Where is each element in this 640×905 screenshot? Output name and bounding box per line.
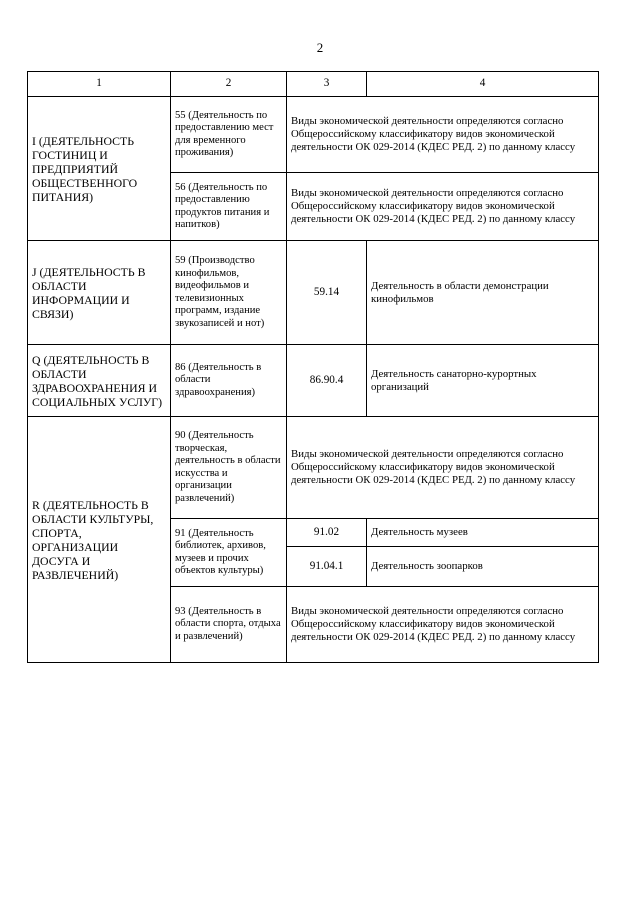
classifier-note: Виды экономической деятельности определяются согласно Общероссийскому классификатору видов экономической деятельности ОК 029-2014 (КДЕС РЕД. 2) по данному классу [287, 417, 599, 519]
activity-description: Деятельность музеев [367, 519, 599, 547]
classifier-table [27, 71, 599, 663]
activity-description: Деятельность зоопарков [367, 547, 599, 587]
activity-code: 86.90.4 [287, 345, 367, 417]
column-header: 2 [171, 72, 287, 97]
table-row [28, 97, 599, 173]
table-row [28, 241, 599, 345]
section-title: I (ДЕЯТЕЛЬНОСТЬ ГОСТИНИЦ И ПРЕДПРИЯТИЙ ОБЩЕСТВЕННОГО ПИТАНИЯ) [28, 97, 171, 241]
column-header: 1 [28, 72, 171, 97]
column-header: 3 [287, 72, 367, 97]
activity-code: 59.14 [287, 241, 367, 345]
activity-description: Деятельность санаторно-курортных организаций [367, 345, 599, 417]
classifier-note: Виды экономической деятельности определяются согласно Общероссийскому классификатору видов экономической деятельности ОК 029-2014 (КДЕС РЕД. 2) по данному классу [287, 97, 599, 173]
column-header: 4 [367, 72, 599, 97]
section-title: Q (ДЕЯТЕЛЬНОСТЬ В ОБЛАСТИ ЗДРАВООХРАНЕНИЯ И СОЦИАЛЬНЫХ УСЛУГ) [28, 345, 171, 417]
table-row [28, 417, 599, 519]
activity-description: Деятельность в области демонстрации кинофильмов [367, 241, 599, 345]
page-number: 2 [316, 40, 324, 55]
activity-cell: 93 (Деятельность в области спорта, отдыха и развлечений) [171, 587, 287, 663]
activity-code: 91.04.1 [287, 547, 367, 587]
activity-cell: 91 (Деятельность библиотек, архивов, музеев и прочих объектов культуры) [171, 519, 287, 587]
activity-cell: 86 (Деятельность в области здравоохранения) [171, 345, 287, 417]
section-title: J (ДЕЯТЕЛЬНОСТЬ В ОБЛАСТИ ИНФОРМАЦИИ И СВЯЗИ) [28, 241, 171, 345]
classifier-note: Виды экономической деятельности определяются согласно Общероссийскому классификатору видов экономической деятельности ОК 029-2014 (КДЕС РЕД. 2) по данному классу [287, 173, 599, 241]
table-row [28, 345, 599, 417]
activity-cell: 56 (Деятельность по предоставлению продуктов питания и напитков) [171, 173, 287, 241]
classifier-note: Виды экономической деятельности определяются согласно Общероссийскому классификатору видов экономической деятельности ОК 029-2014 (КДЕС РЕД. 2) по данному классу [287, 587, 599, 663]
activity-cell: 59 (Производство кинофильмов, видеофильмов и телевизионных программ, издание звукозаписей и нот) [171, 241, 287, 345]
table-header-row [28, 72, 599, 97]
activity-cell: 90 (Деятельность творческая, деятельность в области искусства и организации развлечений) [171, 417, 287, 519]
activity-code: 91.02 [287, 519, 367, 547]
section-title: R (ДЕЯТЕЛЬНОСТЬ В ОБЛАСТИ КУЛЬТУРЫ, СПОРТА, ОРГАНИЗАЦИИ ДОСУГА И РАЗВЛЕЧЕНИЙ) [28, 417, 171, 663]
activity-cell: 55 (Деятельность по предоставлению мест для временного проживания) [171, 97, 287, 173]
